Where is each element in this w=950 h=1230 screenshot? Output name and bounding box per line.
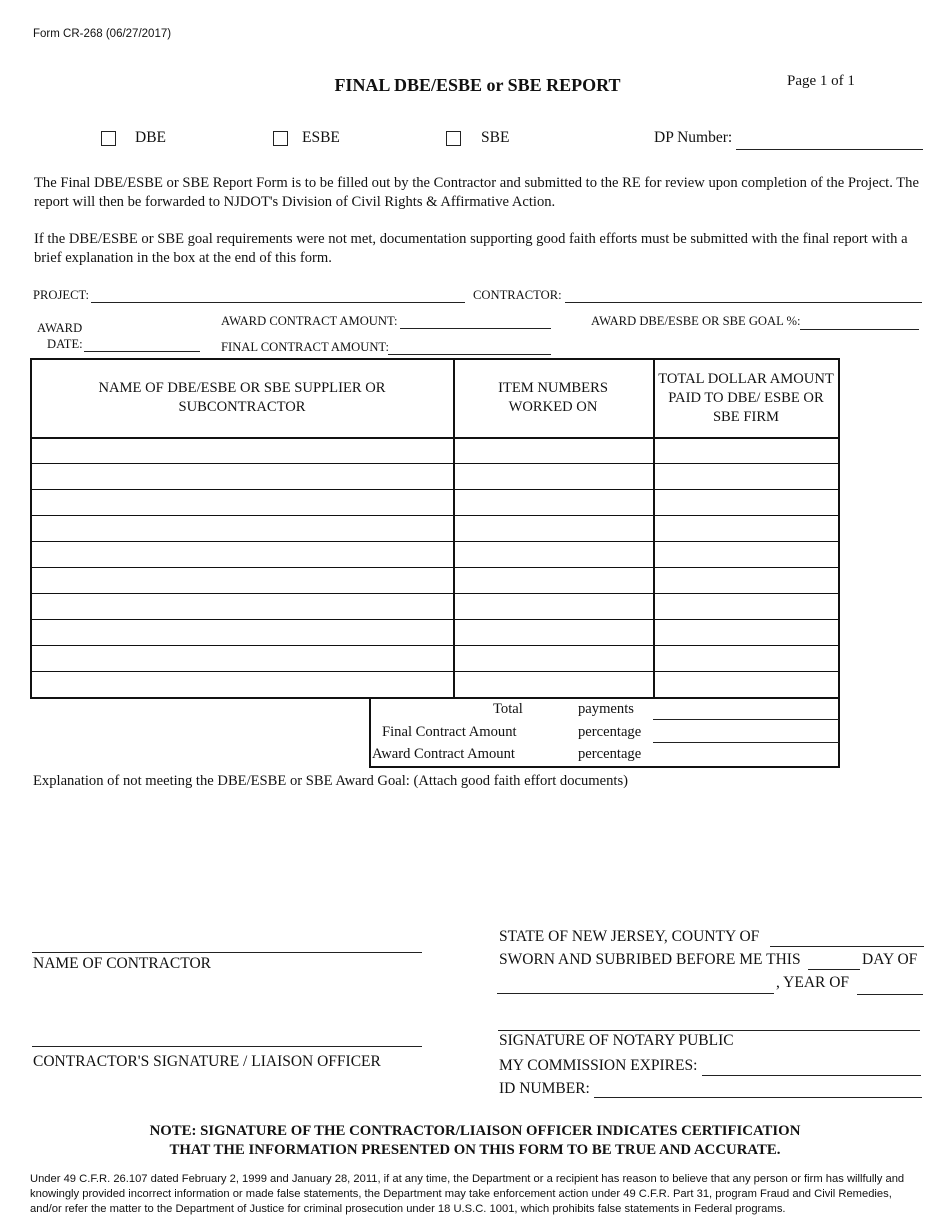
month-field[interactable]	[497, 993, 774, 994]
supplier-name-cell[interactable]	[32, 439, 453, 463]
item-numbers-cell[interactable]	[455, 543, 653, 567]
sbe-checkbox[interactable]	[446, 131, 461, 146]
contractor-signature-label: CONTRACTOR'S SIGNATURE / LIAISON OFFICER	[33, 1053, 381, 1070]
project-label: PROJECT:	[33, 288, 90, 302]
table-header-items: ITEM NUMBERS WORKED ON	[498, 380, 608, 415]
dbe-checkbox[interactable]	[101, 131, 116, 146]
dp-number-label: DP Number:	[654, 129, 733, 146]
final-contract-total-kind: percentage	[578, 724, 642, 740]
day-field[interactable]	[808, 969, 860, 970]
dp-number-field[interactable]	[736, 149, 923, 150]
table-header-amount: TOTAL DOLLAR AMOUNT PAID TO DBE/ ESBE OR SBE FIRM	[658, 371, 834, 425]
amount-paid-cell[interactable]	[655, 439, 838, 463]
award-date-field[interactable]	[84, 351, 200, 352]
amount-paid-cell[interactable]	[655, 543, 838, 567]
certification-note-line-2: THAT THE INFORMATION PRESENTED ON THIS FORM TO BE TRUE AND ACCURATE.	[169, 1142, 781, 1158]
esbe-checkbox[interactable]	[273, 131, 288, 146]
supplier-name-cell[interactable]	[32, 491, 453, 515]
notary-signature-label: SIGNATURE OF NOTARY PUBLIC	[499, 1032, 734, 1049]
amount-paid-cell[interactable]	[655, 465, 838, 489]
item-numbers-cell[interactable]	[455, 465, 653, 489]
name-of-contractor-label: NAME OF CONTRACTOR	[33, 955, 211, 972]
amount-paid-cell[interactable]	[655, 517, 838, 541]
intro-paragraph-1: The Final DBE/ESBE or SBE Report Form is to be filled out by the Contractor and submitted to the RE for review upon completion of the Project. The report will then be forwarded to NJDOT's Division of Civil Rights & Affirmative Action.	[34, 175, 919, 210]
notary-signature-line[interactable]	[498, 1030, 920, 1031]
commission-expires-field[interactable]	[702, 1075, 921, 1076]
item-numbers-cell[interactable]	[455, 621, 653, 645]
state-county-label: STATE OF NEW JERSEY, COUNTY OF	[499, 928, 760, 945]
amount-paid-cell[interactable]	[655, 491, 838, 515]
supplier-name-cell[interactable]	[32, 595, 453, 619]
esbe-checkbox-label: ESBE	[302, 129, 340, 146]
award-contract-amount-field[interactable]	[400, 328, 551, 329]
day-of-label: DAY OF	[862, 951, 918, 968]
county-field[interactable]	[770, 946, 924, 947]
intro-paragraph-2: If the DBE/ESBE or SBE goal requirements were not met, documentation supporting good faith efforts must be submitted with the final report with a brief explanation in the box at the end of this form.	[34, 231, 908, 266]
explanation-area[interactable]	[33, 796, 833, 906]
item-numbers-cell[interactable]	[455, 673, 653, 697]
dbe-checkbox-label: DBE	[135, 129, 166, 146]
supplier-name-cell[interactable]	[32, 647, 453, 671]
amount-paid-cell[interactable]	[655, 595, 838, 619]
commission-expires-label: MY COMMISSION EXPIRES:	[499, 1057, 698, 1074]
item-numbers-cell[interactable]	[455, 439, 653, 463]
id-number-label: ID NUMBER:	[499, 1080, 590, 1097]
award-contract-total-kind: percentage	[578, 746, 642, 762]
contractor-label: CONTRACTOR:	[473, 288, 562, 302]
amount-paid-cell[interactable]	[655, 673, 838, 697]
item-numbers-cell[interactable]	[455, 491, 653, 515]
supplier-name-cell[interactable]	[32, 673, 453, 697]
total-payments-field[interactable]	[653, 719, 839, 720]
amount-paid-cell[interactable]	[655, 647, 838, 671]
project-field[interactable]	[91, 302, 465, 303]
explanation-label: Explanation of not meeting the DBE/ESBE or SBE Award Goal: (Attach good faith effort documents)	[33, 773, 628, 789]
contractor-signature-line[interactable]	[32, 1046, 422, 1047]
award-date-label: DATE:	[47, 337, 83, 351]
supplier-name-cell[interactable]	[32, 543, 453, 567]
final-contract-percentage-field[interactable]	[653, 742, 839, 743]
contractor-name-line[interactable]	[32, 952, 422, 953]
certification-note-line-1: NOTE: SIGNATURE OF THE CONTRACTOR/LIAISON OFFICER INDICATES CERTIFICATION	[149, 1123, 801, 1139]
supplier-name-cell[interactable]	[32, 569, 453, 593]
contractor-field[interactable]	[565, 302, 922, 303]
award-contract-amount-label: AWARD CONTRACT AMOUNT:	[221, 314, 398, 328]
item-numbers-cell[interactable]	[455, 595, 653, 619]
award-goal-field[interactable]	[800, 329, 919, 330]
id-number-field[interactable]	[594, 1097, 922, 1098]
item-numbers-cell[interactable]	[455, 517, 653, 541]
year-of-label: , YEAR OF	[776, 974, 850, 991]
item-numbers-cell[interactable]	[455, 569, 653, 593]
amount-paid-cell[interactable]	[655, 621, 838, 645]
sworn-label: SWORN AND SUBRIBED BEFORE ME THIS	[499, 951, 801, 968]
legal-footer: Under 49 C.F.R. 26.107 dated February 2, 1999 and January 28, 2011, if at any time, the Department or a recipient has reason to believe that any person or firm has willfully and knowingly provided incorrect information or made false statements, the Department may take enforcement action under 49 C.F.R. Part 31, program Fraud and Civil Remedies, and/or refer the matter to the Department of Justice for criminal prosecution under 18 U.S.C. 1001, which prohibits false statements in Federal programs.	[30, 1173, 905, 1215]
total-label: Total	[493, 701, 523, 717]
supplier-name-cell[interactable]	[32, 621, 453, 645]
amount-paid-cell[interactable]	[655, 569, 838, 593]
item-numbers-cell[interactable]	[455, 647, 653, 671]
table-header-name: NAME OF DBE/ESBE OR SBE SUPPLIER OR SUBCONTRACTOR	[98, 380, 386, 415]
page-number: Page 1 of 1	[787, 73, 855, 89]
final-contract-amount-label: FINAL CONTRACT AMOUNT:	[221, 340, 389, 354]
award-contract-total-label: Award Contract Amount	[372, 746, 515, 762]
award-goal-label: AWARD DBE/ESBE OR SBE GOAL %:	[591, 314, 801, 328]
form-id: Form CR-268 (06/27/2017)	[33, 28, 172, 40]
page-title: FINAL DBE/ESBE or SBE REPORT	[334, 75, 621, 95]
award-label: AWARD	[37, 321, 83, 335]
year-field[interactable]	[857, 994, 923, 995]
supplier-name-cell[interactable]	[32, 465, 453, 489]
final-contract-amount-field[interactable]	[388, 354, 551, 355]
total-kind: payments	[578, 701, 634, 717]
sbe-checkbox-label: SBE	[481, 129, 510, 146]
final-contract-total-label: Final Contract Amount	[382, 724, 517, 740]
supplier-name-cell[interactable]	[32, 517, 453, 541]
